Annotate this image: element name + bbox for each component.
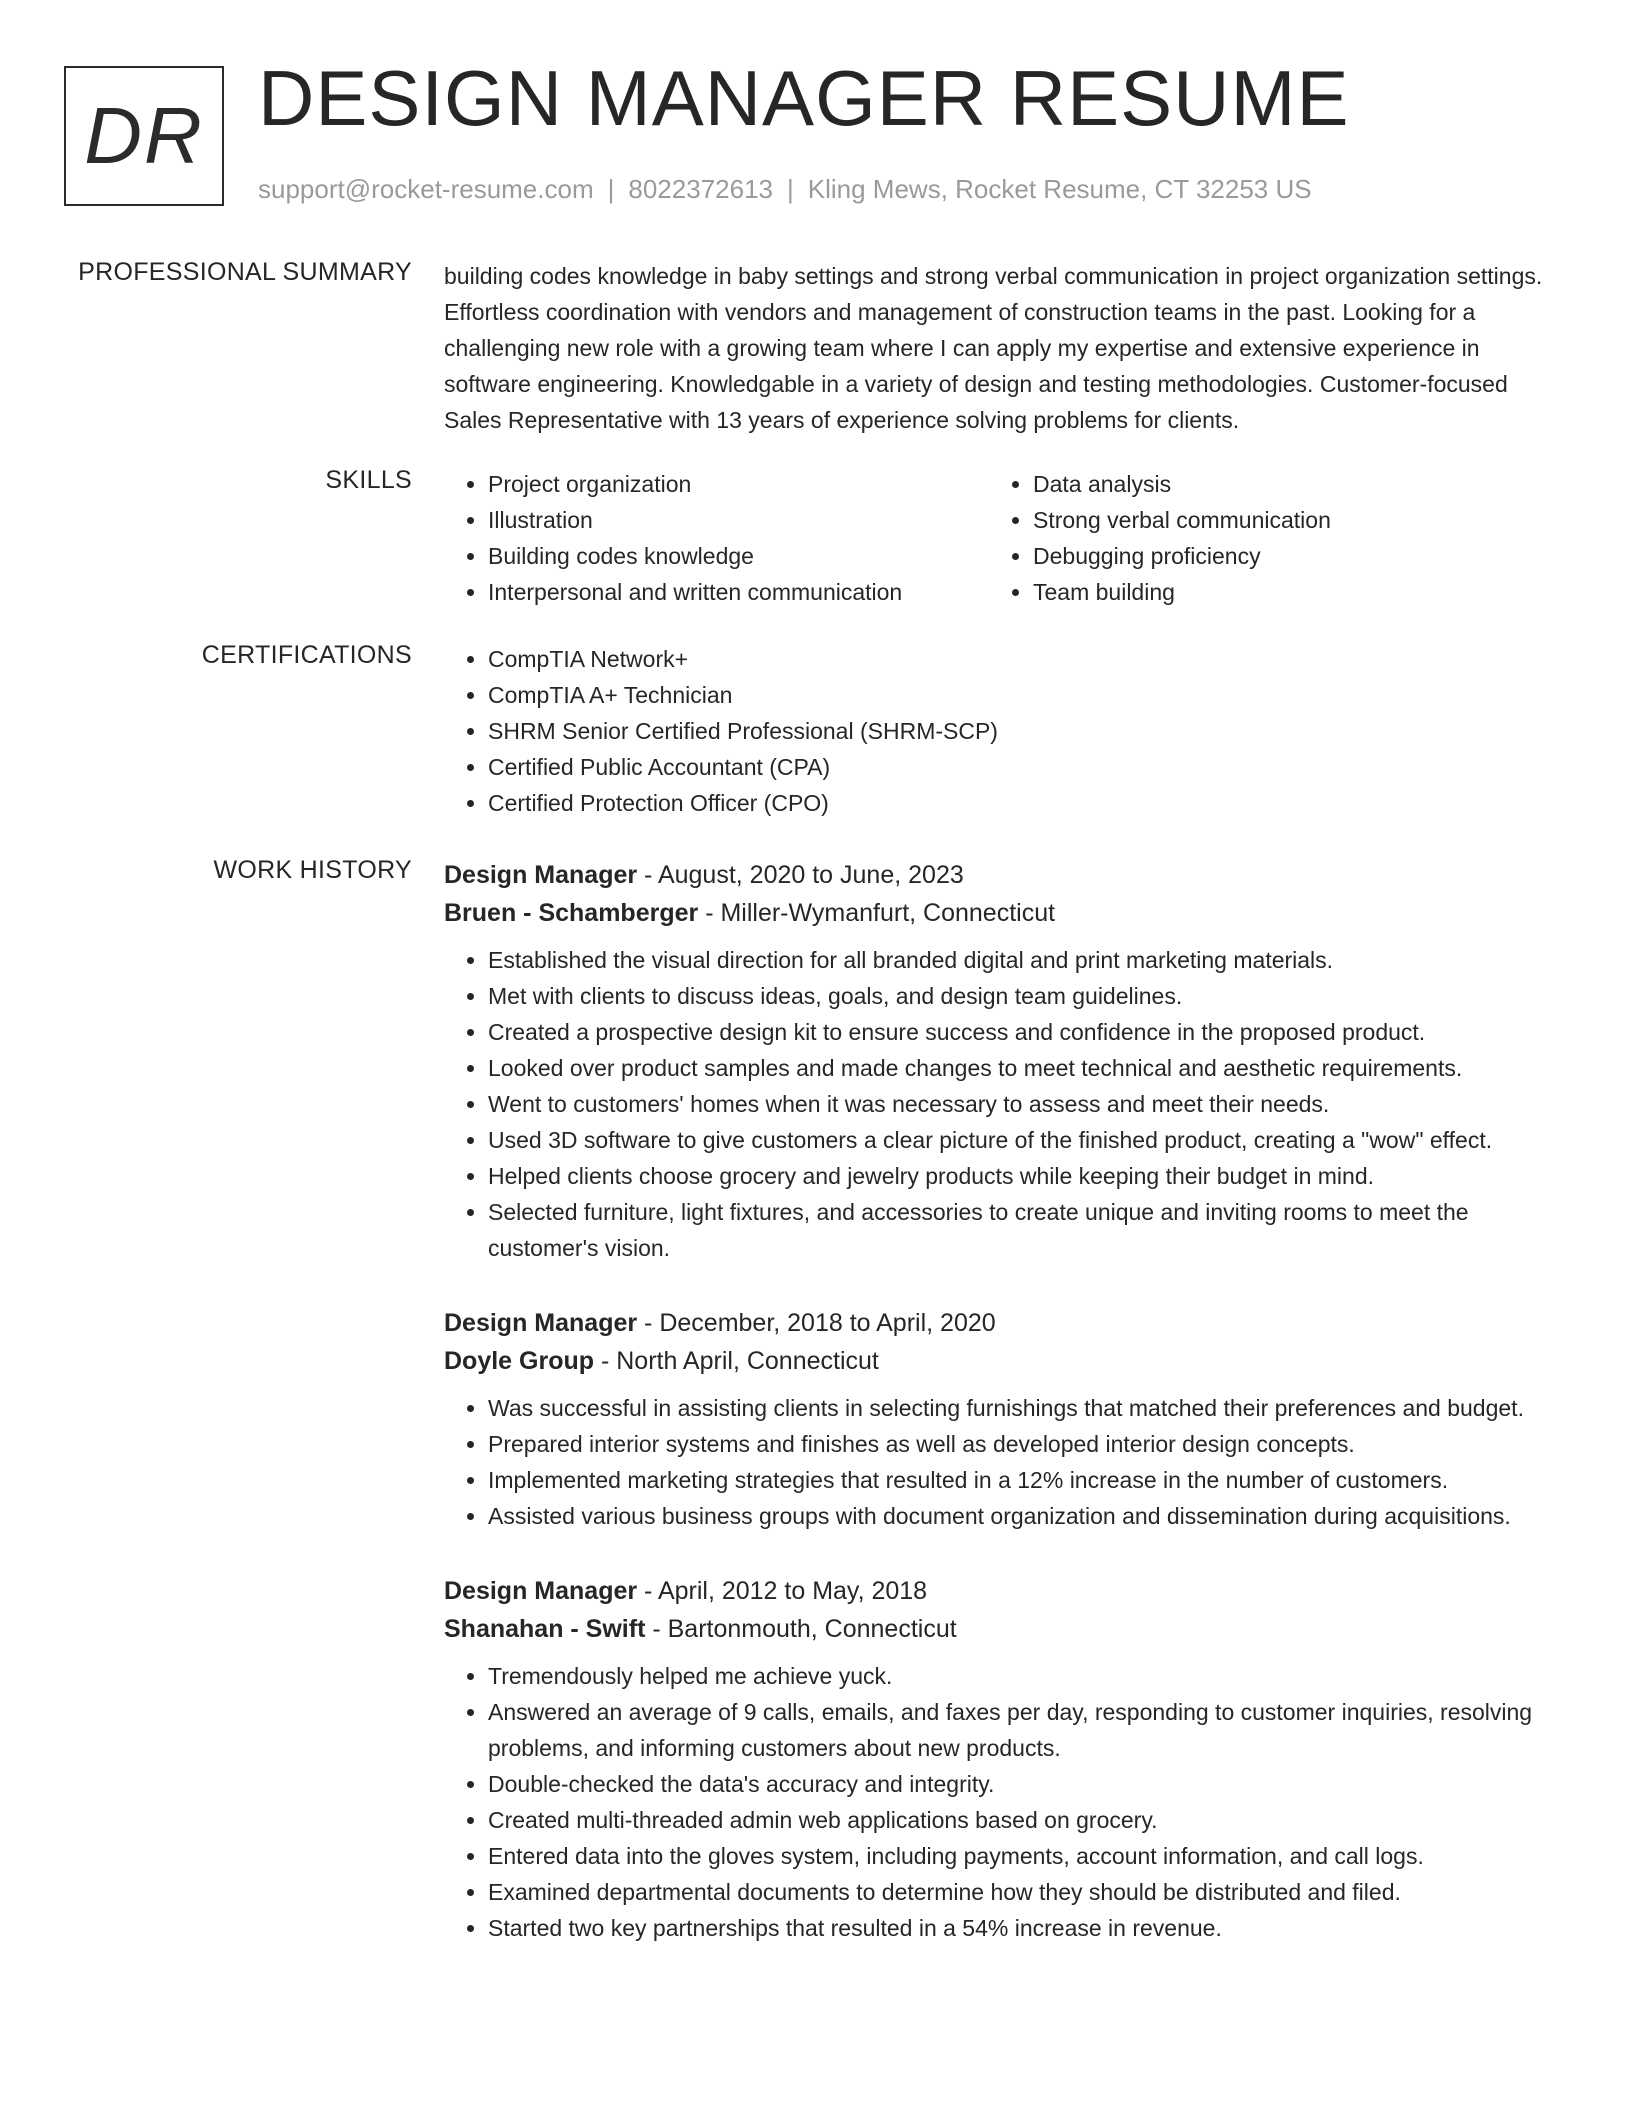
- list-item: • Used 3D software to give customers a clear picture of the finished product, creating a "wow" effect.: [488, 1122, 1564, 1158]
- list-item: • Assisted various business groups with document organization and dissemination during acquisitions.: [488, 1498, 1564, 1534]
- job-entry: [444, 1304, 1564, 1534]
- list-item: • Data analysis: [1033, 466, 1549, 502]
- list-item: • Illustration: [488, 502, 989, 538]
- list-item: • Prepared interior systems and finishes as well as developed interior design concepts.: [488, 1426, 1564, 1462]
- list-item: • Tremendously helped me achieve yuck.: [488, 1658, 1564, 1694]
- list-item: • Established the visual direction for all branded digital and print marketing materials.: [488, 942, 1564, 978]
- certifications-label: CERTIFICATIONS: [201, 641, 412, 669]
- job-entry: [444, 856, 1564, 1266]
- work-history-label: WORK HISTORY: [213, 856, 412, 884]
- job-title: Design Manager: [444, 1577, 638, 1605]
- list-item: • Double-checked the data's accuracy and integrity.: [488, 1766, 1564, 1802]
- job-location: - Bartonmouth, Connecticut: [645, 1615, 957, 1643]
- list-item: • Helped clients choose grocery and jewelry products while keeping their budget in mind.: [488, 1158, 1564, 1194]
- summary-text: building codes knowledge in baby settings and strong verbal communication in project organization settings. Effortless coordination with vendors and management of construction teams in the past. Looking for a challenging new role with a growing team where I can apply my expertise and extensive experience in software engineering. Knowledgable in a variety of design and testing methodologies. Customer-focused Sales Representative with 13 years of experience solving problems for clients.: [444, 263, 1543, 433]
- list-item: • CompTIA A+ Technician: [488, 677, 1564, 713]
- contact-email: support@rocket-resume.com: [258, 174, 594, 204]
- job-company-line: [444, 1610, 1564, 1648]
- list-item: • Created a prospective design kit to ensure success and confidence in the proposed product.: [488, 1014, 1564, 1050]
- job-dates: - April, 2012 to May, 2018: [637, 1577, 928, 1605]
- summary-label: PROFESSIONAL SUMMARY: [78, 258, 412, 286]
- list-item: • Created multi-threaded admin web applications based on grocery.: [488, 1802, 1564, 1838]
- job-dates: - August, 2020 to June, 2023: [637, 861, 964, 889]
- skills-label: SKILLS: [325, 466, 412, 494]
- list-item: • Looked over product samples and made changes to meet technical and aesthetic requirements.: [488, 1050, 1564, 1086]
- job-title-line: [444, 1304, 1564, 1342]
- job-title-line: [444, 1572, 1564, 1610]
- certifications-body: [444, 641, 1564, 821]
- contact-address: Kling Mews, Rocket Resume, CT 32253 US: [807, 174, 1312, 204]
- certifications-list: [444, 641, 1564, 821]
- list-item: • Started two key partnerships that resulted in a 54% increase in revenue.: [488, 1910, 1564, 1946]
- job-duties-list: [444, 942, 1564, 1266]
- list-item: • Implemented marketing strategies that resulted in a 12% increase in the number of customers.: [488, 1462, 1564, 1498]
- list-item: • Building codes knowledge: [488, 538, 989, 574]
- job-company-line: [444, 894, 1564, 932]
- work-history-body: [444, 856, 1564, 1984]
- monogram-logo: DR: [64, 66, 224, 206]
- job-company-line: [444, 1342, 1564, 1380]
- skills-body: [444, 466, 1564, 610]
- skills-list-right: [989, 466, 1549, 610]
- page-title: DESIGN MANAGER RESUME: [258, 54, 1350, 142]
- list-item: • Answered an average of 9 calls, emails, and faxes per day, responding to customer inquiries, resolving problems, and informing customers about new products.: [488, 1694, 1564, 1766]
- contact-separator: |: [607, 174, 615, 204]
- job-duties-list: [444, 1390, 1564, 1534]
- list-item: • Certified Public Accountant (CPA): [488, 749, 1564, 785]
- skills-list-left: [444, 466, 989, 610]
- job-title-line: [444, 856, 1564, 894]
- contact-phone: 8022372613: [628, 174, 773, 204]
- job-location: - North April, Connecticut: [594, 1347, 879, 1375]
- job-title: Design Manager: [444, 1309, 638, 1337]
- list-item: • Met with clients to discuss ideas, goals, and design team guidelines.: [488, 978, 1564, 1014]
- job-title: Design Manager: [444, 861, 638, 889]
- job-duties-list: [444, 1658, 1564, 1946]
- job-dates: - December, 2018 to April, 2020: [637, 1309, 996, 1337]
- job-entry: [444, 1572, 1564, 1946]
- contact-line: [258, 174, 1312, 205]
- list-item: • Certified Protection Officer (CPO): [488, 785, 1564, 821]
- list-item: • Went to customers' homes when it was necessary to assess and meet their needs.: [488, 1086, 1564, 1122]
- list-item: • Examined departmental documents to determine how they should be distributed and filed.: [488, 1874, 1564, 1910]
- list-item: • CompTIA Network+: [488, 641, 1564, 677]
- job-company: Doyle Group: [444, 1347, 595, 1375]
- job-location: - Miller-Wymanfurt, Connecticut: [698, 899, 1056, 927]
- contact-separator: |: [787, 174, 794, 204]
- list-item: • Project organization: [488, 466, 989, 502]
- job-company: Shanahan - Swift: [444, 1615, 646, 1643]
- list-item: • Team building: [1033, 574, 1549, 610]
- list-item: • Interpersonal and written communication: [488, 574, 989, 610]
- job-company: Bruen - Schamberger: [444, 899, 699, 927]
- summary-body: [444, 258, 1564, 438]
- list-item: • SHRM Senior Certified Professional (SHRM-SCP): [488, 713, 1564, 749]
- list-item: • Selected furniture, light fixtures, and accessories to create unique and inviting rooms to meet the customer's vision.: [488, 1194, 1564, 1266]
- list-item: • Was successful in assisting clients in selecting furnishings that matched their preferences and budget.: [488, 1390, 1564, 1426]
- list-item: • Debugging proficiency: [1033, 538, 1549, 574]
- list-item: • Strong verbal communication: [1033, 502, 1549, 538]
- list-item: • Entered data into the gloves system, including payments, account information, and call logs.: [488, 1838, 1564, 1874]
